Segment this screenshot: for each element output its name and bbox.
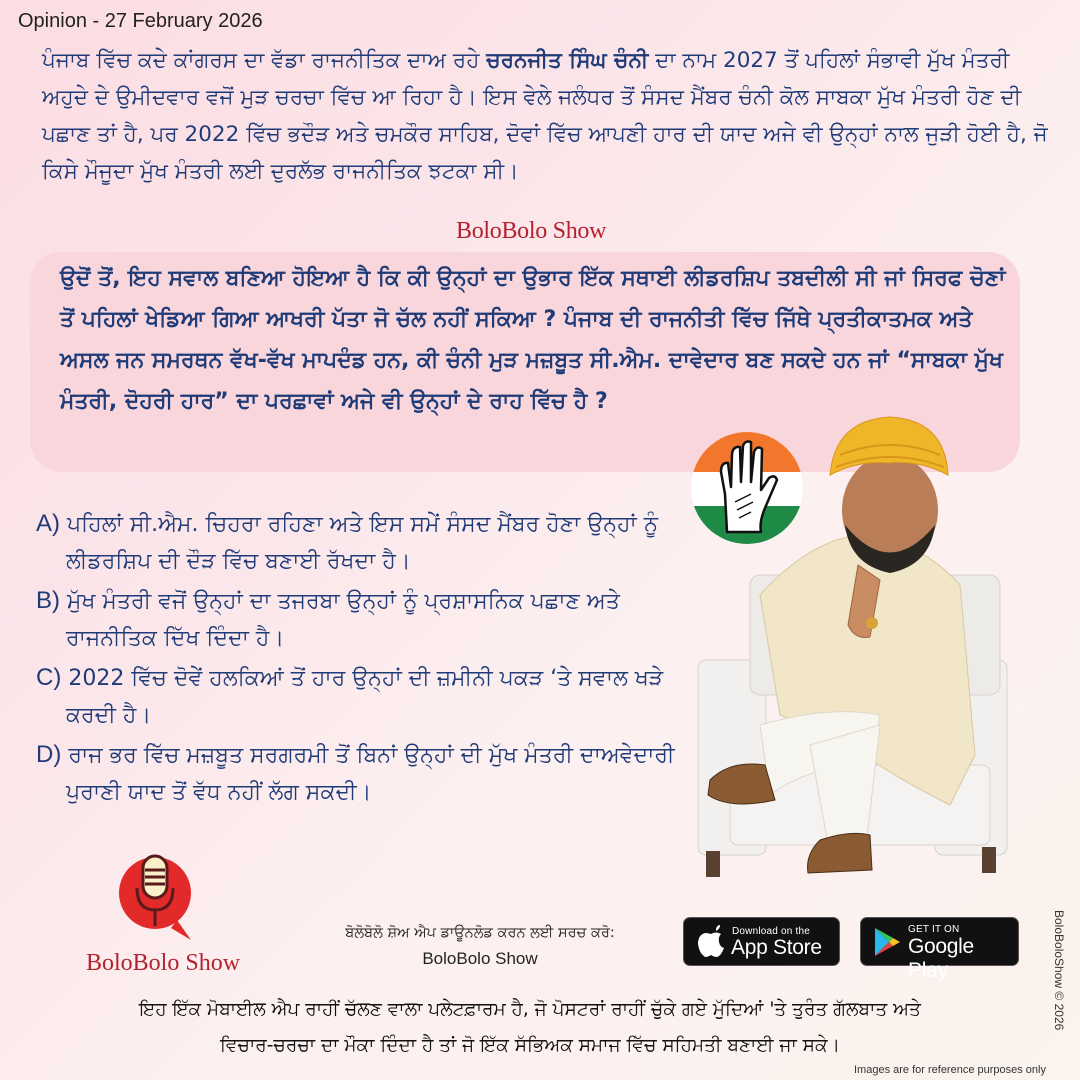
footer-line-2: ਵਿਚਾਰ-ਚਰਚਾ ਦਾ ਮੌਕਾ ਦਿੰਦਾ ਹੈ ਤਾਂ ਜੋ ਇੱਕ ਸੱਭਿਅਕ ਸਮਾਜ ਵਿੱਚ ਸਹਿਮਤੀ ਬਣਾਈ ਜਾ ਸਕੇ। (219, 1035, 841, 1056)
download-instruction: ਬੋਲੋਬੋਲੋ ਸ਼ੋਅ ਐਪ ਡਾਊਨਲੋਡ ਕਰਨ ਲਈ ਸਰਚ ਕਰੋ: (345, 925, 615, 941)
watermark-brand: BoloBolo Show (456, 218, 607, 244)
download-cta (290, 920, 670, 972)
footer-line-1: ਇਹ ਇੱਕ ਮੋਬਾਈਲ ਐਪ ਰਾਹੀਂ ਚੱਲਣ ਵਾਲਾ ਪਲੇਟਫ਼ਾਰਮ ਹੈ, ਜੋ ਪੋਸਟਰਾਂ ਰਾਹੀਂ ਚੁੱਕੇ ਗਏ ਮੁੱਦਿਆਂ 'ਤੇ ਤੁਰੰਤ ਗੱਲਬਾਤ ਅਤੇ (139, 999, 921, 1020)
footer-description (30, 992, 1030, 1064)
image-disclaimer: Images are for reference purposes only (854, 1064, 1046, 1076)
option-letter: A) (36, 510, 60, 537)
options-list (36, 505, 686, 813)
date-label: Opinion - 27 February 2026 (18, 10, 263, 32)
option-text: ਪਹਿਲਾਂ ਸੀ.ਐਮ. ਚਿਹਰਾ ਰਹਿਣਾ ਅਤੇ ਇਸ ਸਮੇਂ ਸੰਸਦ ਮੈਂਬਰ ਹੋਣਾ ਉਨ੍ਹਾਂ ਨੂੰ ਲੀਡਰਸ਼ਿਪ ਦੀ ਦੌੜ ਵਿੱਚ ਬਣਾਈ ਰੱਖਦਾ ਹੈ। (60, 512, 659, 574)
option-text: ਰਾਜ ਭਰ ਵਿੱਚ ਮਜ਼ਬੂਤ ਸਰਗਰਮੀ ਤੋਂ ਬਿਨਾਂ ਉਨ੍ਹਾਂ ਦੀ ਮੁੱਖ ਮੰਤਰੀ ਦਾਅਵੇਦਾਰੀ ਪੁਰਾਣੀ ਯਾਦ ਤੋਂ ਵੱਧ ਨਹੀਂ ਲੱਗ ਸਕਦੀ। (61, 743, 675, 805)
google-play-icon (873, 927, 901, 957)
option-text: 2022 ਵਿੱਚ ਦੋਵੇਂ ਹਲਕਿਆਂ ਤੋਂ ਹਾਰ ਉਨ੍ਹਾਂ ਦੀ ਜ਼ਮੀਨੀ ਪਕੜ ‘ਤੇ ਸਵਾਲ ਖੜੇ ਕਰਦੀ ਹੈ। (61, 666, 664, 728)
politician-name: ਚਰਨਜੀਤ ਸਿੰਘ ਚੰਨੀ (486, 48, 649, 73)
microphone-logo-icon (115, 848, 195, 948)
gplay-big-text: Google Play (908, 935, 974, 982)
portrait-illustration (690, 415, 1030, 885)
option-letter: D) (36, 741, 62, 768)
option-letter: C) (36, 664, 62, 691)
app-store-button[interactable] (683, 917, 840, 966)
copyright-text: BoloBoloShow © 2026 (1052, 910, 1066, 1031)
appstore-small-text: Download on the (732, 926, 811, 937)
option-a[interactable] (36, 505, 686, 580)
apple-icon (696, 925, 726, 959)
intro-paragraph (42, 42, 1052, 190)
option-d[interactable] (36, 736, 686, 811)
appstore-big-text: App Store (731, 936, 822, 959)
app-search-name: BoloBolo Show (422, 949, 538, 968)
gplay-small-text: GET IT ON (908, 924, 960, 935)
intro-text-2: ਦਾ ਨਾਮ 2027 ਤੋਂ ਪਹਿਲਾਂ ਸੰਭਾਵੀ ਮੁੱਖ ਮੰਤਰੀ ਅਹੁਦੇ ਦੇ ਉਮੀਦਵਾਰ ਵਜੋਂ ਮੁੜ ਚਰਚਾ ਵਿੱਚ ਆ ਰਿਹਾ ਹੈ। ਇਸ ਵੇਲੇ ਜਲੰਧਰ ਤੋਂ ਸੰਸਦ ਮੈਂਬਰ ਚੰਨੀ ਕੋਲ ਸਾਬਕਾ ਮੁੱਖ ਮੰਤਰੀ ਹੋਣ ਦੀ ਪਛਾਣ ਤਾਂ ਹੈ, ਪਰ 2022 ਵਿੱਚ ਭਦੌੜ ਅਤੇ ਚਮਕੌਰ ਸਾਹਿਬ, ਦੋਵਾਂ ਵਿੱਚ ਆਪਣੀ ਹਾਰ ਦੀ ਯਾਦ ਅਜੇ ਵੀ ਉਨ੍ਹਾਂ ਨਾਲ ਜੁੜੀ ਹੋਈ ਹੈ, ਜੋ ਕਿਸੇ ਮੌਜੂਦਾ ਮੁੱਖ ਮੰਤਰੀ ਲਈ ਦੁਰਲੱਭ ਰਾਜਨੀਤਿਕ ਝਟਕਾ ਸੀ। (42, 48, 1048, 184)
option-letter: B) (36, 587, 60, 614)
intro-text-1: ਪੰਜਾਬ ਵਿੱਚ ਕਦੇ ਕਾਂਗਰਸ ਦਾ ਵੱਡਾ ਰਾਜਨੀਤਿਕ ਦਾਅ ਰਹੇ (42, 48, 487, 73)
option-b[interactable] (36, 582, 686, 657)
option-c[interactable] (36, 659, 686, 734)
google-play-button[interactable] (860, 917, 1019, 982)
question-text: ਉਦੋਂ ਤੋਂ, ਇਹ ਸਵਾਲ ਬਣਿਆ ਹੋਇਆ ਹੈ ਕਿ ਕੀ ਉਨ੍ਹਾਂ ਦਾ ਉਭਾਰ ਇੱਕ ਸਥਾਈ ਲੀਡਰਸ਼ਿਪ ਤਬਦੀਲੀ ਸੀ ਜਾਂ ਸਿਰਫ ਚੋਣਾਂ ਤੋਂ ਪਹਿਲਾਂ ਖੇਡਿਆ ਗਿਆ ਆਖਰੀ ਪੱਤਾ ਜੋ ਚੱਲ ਨਹੀਂ ਸਕਿਆ ? ਪੰਜਾਬ ਦੀ ਰਾਜਨੀਤੀ ਵਿੱਚ ਜਿੱਥੇ ਪ੍ਰਤੀਕਾਤਮਕ ਅਤੇ ਅਸਲ ਜਨ ਸਮਰਥਨ ਵੱਖ-ਵੱਖ ਮਾਪਦੰਡ ਹਨ, ਕੀ ਚੰਨੀ ਮੁੜ ਮਜ਼ਬੂਤ ਸੀ.ਐਮ. ਦਾਵੇਦਾਰ ਬਣ ਸਕਦੇ ਹਨ ਜਾਂ “ਸਾਬਕਾ ਮੁੱਖ ਮੰਤਰੀ, ਦੋਹਰੀ ਹਾਰ” ਦਾ ਪਰਛਾਵਾਂ ਅਜੇ ਵੀ ਉਨ੍ਹਾਂ ਦੇ ਰਾਹ ਵਿੱਚ ਹੈ ? (60, 266, 1006, 414)
option-text: ਮੁੱਖ ਮੰਤਰੀ ਵਜੋਂ ਉਨ੍ਹਾਂ ਦਾ ਤਜਰਬਾ ਉਨ੍ਹਾਂ ਨੂੰ ਪ੍ਰਸ਼ਾਸਨਿਕ ਪਛਾਣ ਅਤੇ ਰਾਜਨੀਤਿਕ ਦਿੱਖ ਦਿੰਦਾ ਹੈ। (60, 589, 620, 651)
brand-name: BoloBolo Show (86, 950, 241, 976)
